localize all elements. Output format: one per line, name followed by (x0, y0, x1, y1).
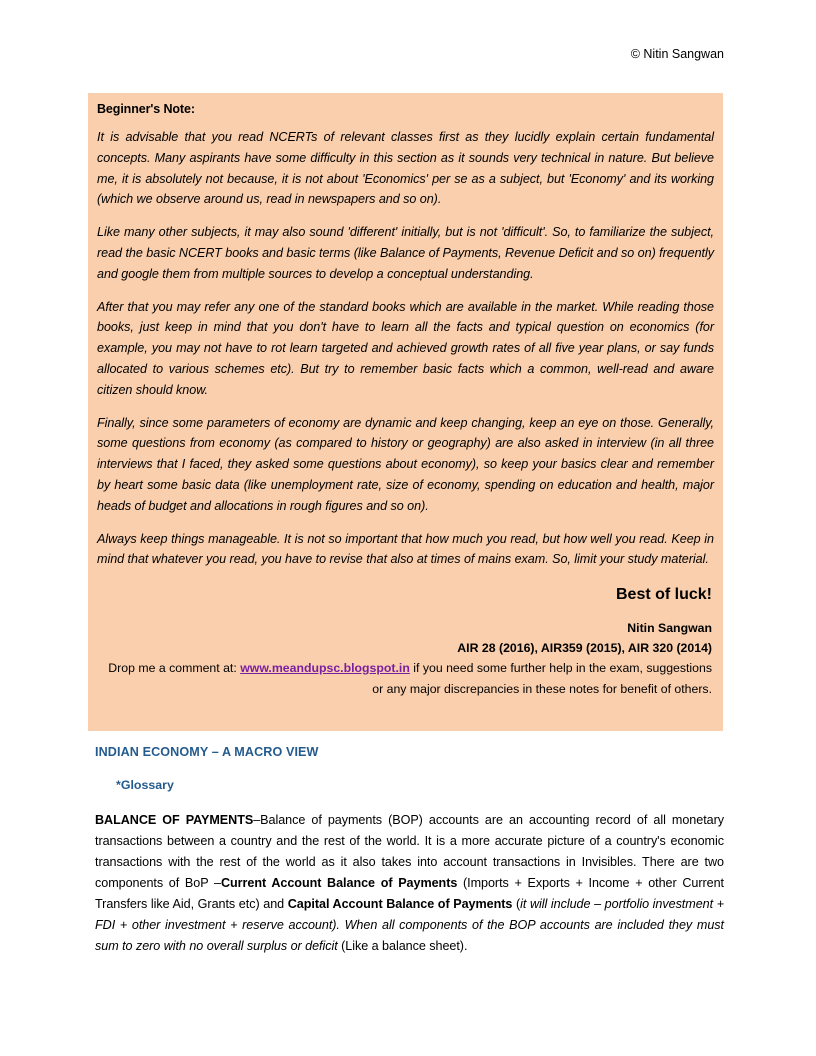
note-paragraph-3: After that you may refer any one of the standard books which are available in the market. While reading those books, just keep in mind that you don't have to learn all the facts and typical question on economics (for example, you may not have to rot learn targeted and achieved growth rates of all five year plans, or say funds allocated to various schemes etc). But try to remember basic facts which a common, well-read and aware citizen should know. (97, 299, 714, 397)
signature-air-ranks: AIR 28 (2016), AIR359 (2015), AIR 320 (2014) (457, 641, 712, 656)
page-header (88, 46, 724, 62)
section-heading: INDIAN ECONOMY – A MACRO VIEW (95, 745, 319, 759)
glossary-term: BALANCE OF PAYMENTS (95, 813, 254, 827)
beginners-note-box (88, 93, 723, 731)
note-paragraph-4: Finally, since some parameters of economy are dynamic and keep changing, keep an eye on those. Generally, some questions from economy (as compared to history or geography) are also asked in interview (in all three interviews that I faced, they asked some questions about economy), so keep your basics clear and remember by heart some basic data (like unemployment rate, size of economy, spending on education and health, major heads of budget and allocations in rough figures and so on). (97, 415, 714, 513)
signature-name: Nitin Sangwan (627, 621, 712, 636)
glossary-bold-capital-account: Capital Account Balance of Payments (287, 897, 513, 911)
contact-prefix: Drop me a comment at: (108, 661, 241, 676)
contact-line (97, 658, 714, 699)
best-of-luck-text: Best of luck! (615, 586, 712, 604)
glossary-body (95, 810, 724, 957)
blog-link[interactable]: www.meandupsc.blogspot.in (240, 661, 410, 676)
note-paragraph-5: Always keep things manageable. It is not so important that how much you read, but how well you read. Keep in mind that whatever you read, you have to revise that also at times of mains exam. So, limit your study material. (97, 531, 714, 567)
balance-of-payments-entry (95, 810, 724, 957)
glossary-run-1: –Balance of payments (BOP) accounts are an accounting record of all monetary transactions between a country and the rest of the world. It is a more accurate picture of a country's economic transactions with the rest of the world as it also takes into account transactions in Invisibles. There are two components of BoP – (95, 813, 724, 890)
note-paragraph-1: It is advisable that you read NCERTs of relevant classes first as they lucidly explain certain fundamental concepts. Many aspirants have some difficulty in this section as it sounds very technical in nature. But believe me, it is absolutely not because, it is not about 'Economics' per se as a subject, but 'Economy' and its working (which we observe around us, read in newspapers and so on). (97, 130, 714, 207)
copyright-text: © Nitin Sangwan (630, 47, 724, 61)
glossary-run-4: (Like a balance sheet). (337, 939, 468, 953)
subsection-heading: *Glossary (116, 778, 174, 792)
note-title: Beginner's Note: (97, 102, 195, 116)
glossary-italic-run: it will include – portfolio investment + FDI + other investment + reserve account). When all components of the BOP accounts are included they must sum to zero with no overall surplus or deficit (95, 897, 724, 953)
glossary-run-2: (Imports + Exports + Income + other Current Transfers like Aid, Grants etc) and (95, 876, 724, 911)
glossary-bold-current-account: Current Account Balance of Payments (220, 876, 458, 890)
contact-suffix: if you need some further help in the exam, suggestions or any major discrepancies in these notes for benefit of others. (372, 661, 712, 696)
glossary-run-3: ( (512, 897, 521, 911)
note-paragraph-2: Like many other subjects, it may also sound 'different' initially, but is not 'difficult'. So, to familiarize the subject, read the basic NCERT books and basic terms (like Balance of Payments, Revenue Deficit and so on) frequently and google them from multiple sources to develop a conceptual understanding. (97, 225, 714, 281)
